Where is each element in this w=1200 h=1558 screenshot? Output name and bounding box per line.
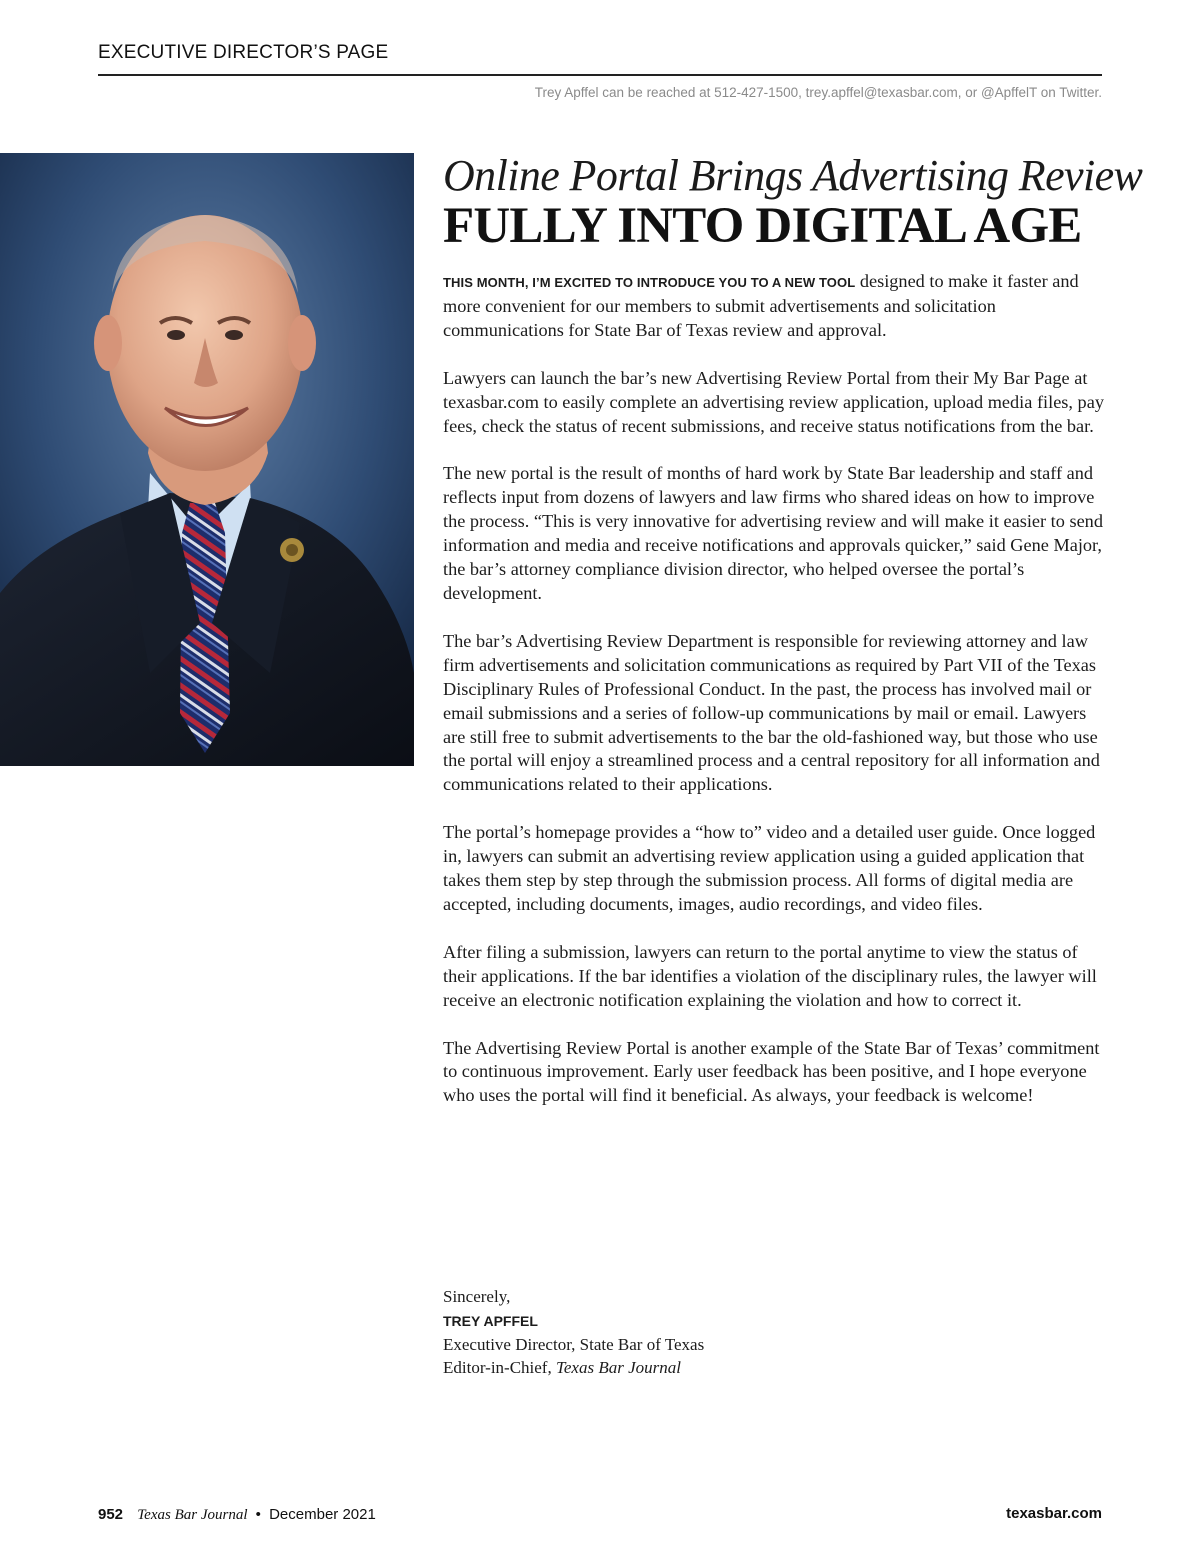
footer-folio [98,1506,376,1524]
body-paragraph: The Advertising Review Portal is another example of the State Bar of Texas’ commitment to continuous improvement. Early user feedback has been positive, and I hope everyone who uses the portal will find it beneficial. As always, your feedback is welcome! [443,1037,1100,1106]
website-link[interactable]: texasbar.com [1006,1505,1102,1522]
lead-rest: designed to make it faster and more convenient for our members to submit advertisements and solicitation communications for State Bar of Texas review and approval. [443,271,1079,340]
journal-name: Texas Bar Journal [137,1507,248,1523]
contact-line: Trey Apffel can be reached at 512-427-1500, trey.apffel@texasbar.com, or @ApffelT on Twitter. [534,85,1102,100]
body-paragraph: The new portal is the result of months of hard work by State Bar leadership and staff and reflects input from dozens of lawyers and law firms who shared ideas on how to improve the process. “This is very innovative for advertising review and will make it easier to send information and media and receive notifications and approvals quicker,” said Gene Major, the bar’s attorney compliance division director, who helped oversee the portal’s development. [443,463,1103,603]
lead-caps: THIS MONTH, I’M EXCITED TO INTRODUCE YOU TO A NEW TOOL [443,275,856,290]
signer-title: Executive Director, State Bar of Texas [443,1335,705,1354]
body-paragraph: Lawyers can launch the bar’s new Advertising Review Portal from their My Bar Page at texasbar.com to easily complete an advertising review application, upload media files, pay fees, check the status of recent submissions, and receive status notifications from the bar. [443,367,1104,436]
section-label: EXECUTIVE DIRECTOR’S PAGE [98,42,389,63]
signature-block [443,1285,704,1379]
signer-title-2 [443,1356,704,1379]
article [443,151,1143,1132]
body-paragraph: After filing a submission, lawyers can return to the portal anytime to view the status of their applications. If the bar identifies a violation of the disciplinary rules, the lawyer will receive an electronic notification explaining the violation and how to correct it. [443,941,1097,1010]
signer-name: TREY APFFEL [443,1313,538,1329]
issue-date: December 2021 [269,1506,376,1523]
signer-title-prefix: Editor-in-Chief, [443,1358,556,1377]
lead-paragraph [443,270,1108,343]
closing: Sincerely, [443,1287,511,1306]
author-portrait [0,153,414,766]
article-body [443,270,1108,1108]
article-title-line1: Online Portal Brings Advertising Review [443,151,1143,200]
body-paragraph: The portal’s homepage provides a “how to” video and a detailed user guide. Once logged in, lawyers can submit an advertising review application using a guided application that takes them step by step through the submission process. All forms of digital media are accepted, including documents, images, audio recordings, and video files. [443,822,1096,914]
page-number: 952 [98,1506,124,1523]
body-paragraph: The bar’s Advertising Review Department is responsible for reviewing attorney and law firm advertisements and solicitation communications as required by Part VII of the Texas Disciplinary Rules of Professional Conduct. In the past, the process has involved mail or email submissions and a series of follow-up communications by mail or email. Lawyers are still free to submit advertisements to the bar the old-fashioned way, but those who use the portal will enjoy a streamlined process and a central repository for all information and communications related to their applications. [443,630,1100,795]
bullet-separator: • [255,1506,261,1523]
article-title-line2: FULLY INTO DIGITAL AGE [443,198,1082,254]
journal-title: Texas Bar Journal [555,1358,681,1377]
header-divider [98,74,1102,76]
